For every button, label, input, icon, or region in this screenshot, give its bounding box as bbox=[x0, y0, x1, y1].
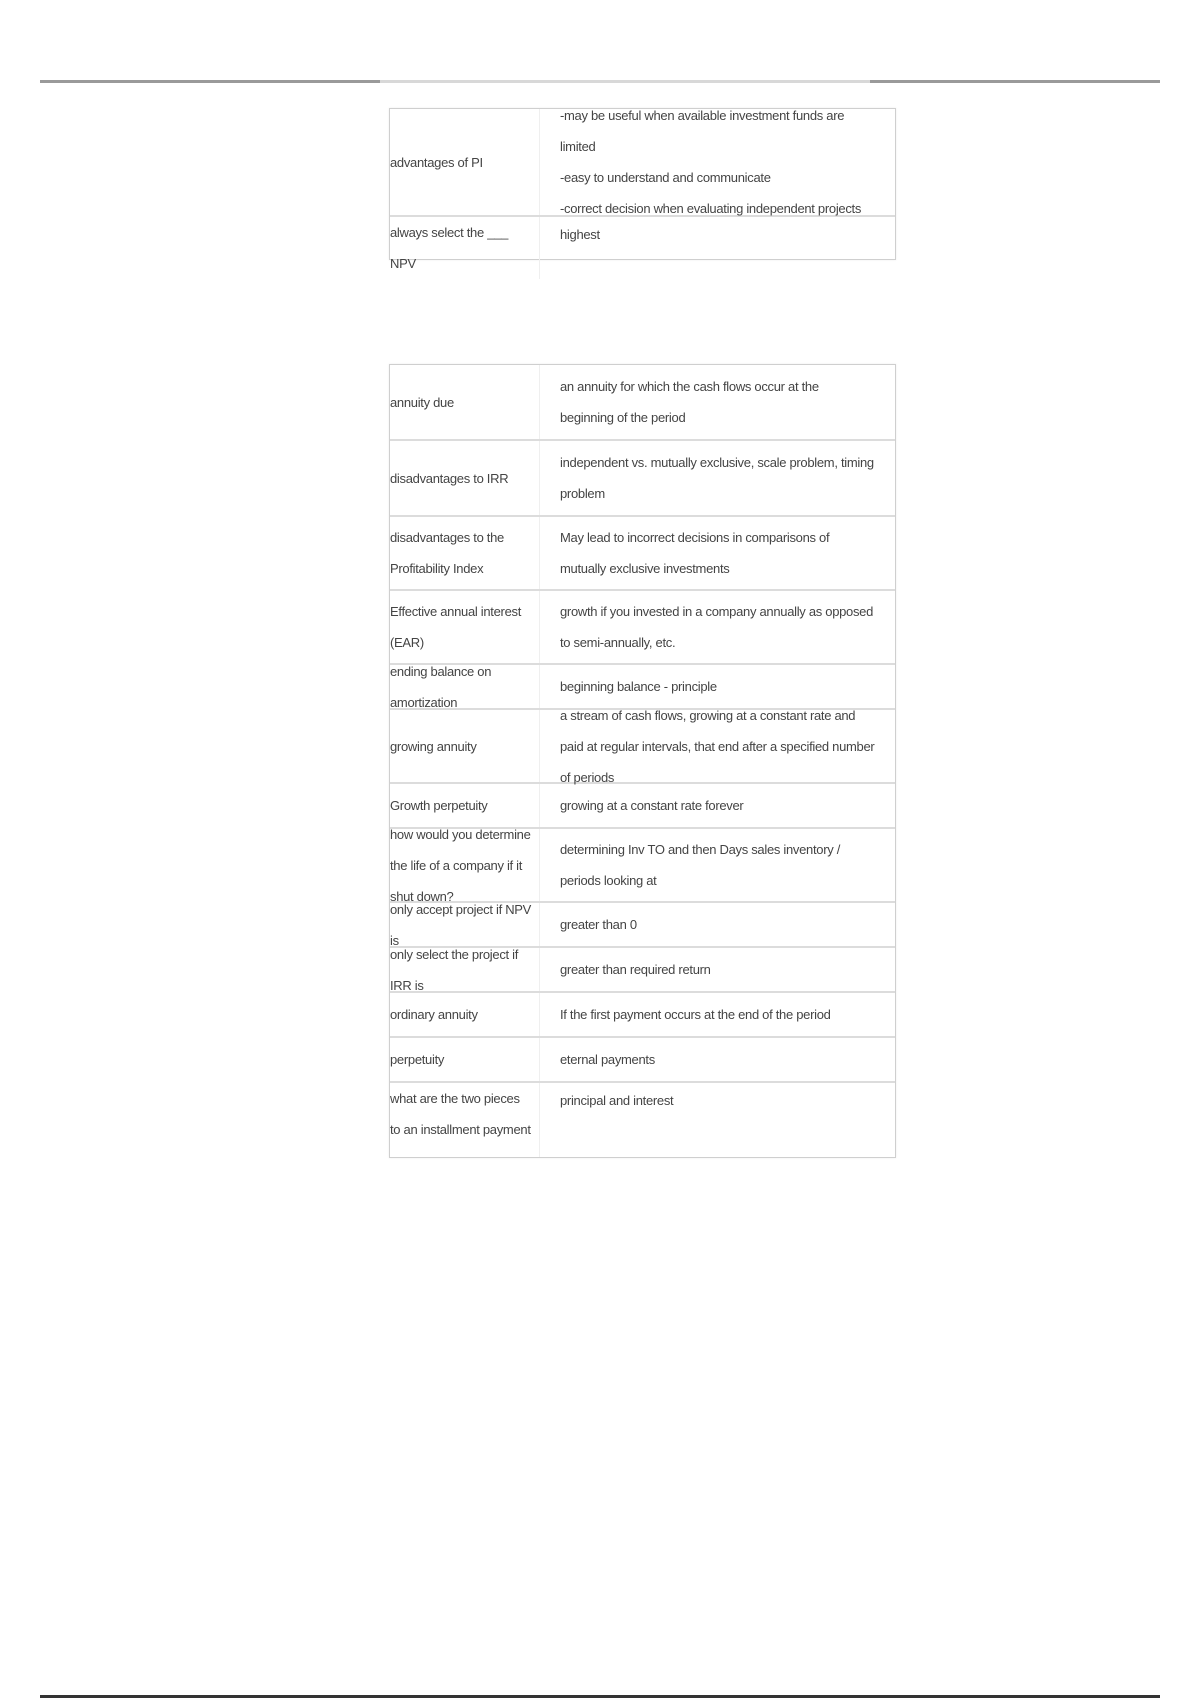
term-cell bbox=[390, 517, 540, 589]
definition-cell bbox=[540, 707, 895, 785]
definition-text: greater than 0 bbox=[560, 917, 637, 932]
definition-text: independent vs. mutually exclusive, scale problem, timing problem bbox=[560, 455, 874, 501]
term-cell bbox=[390, 109, 540, 215]
definition-cell bbox=[540, 1038, 895, 1081]
term-cell bbox=[390, 665, 540, 708]
definition-line: highest bbox=[560, 227, 600, 242]
table-row bbox=[390, 707, 895, 785]
definition-cell bbox=[540, 1083, 895, 1157]
term-cell bbox=[390, 1083, 540, 1157]
definition-cell bbox=[540, 109, 895, 215]
term-text: disadvantages to IRR bbox=[390, 470, 509, 486]
definition-text: eternal payments bbox=[560, 1052, 655, 1067]
definition-text: May lead to incorrect decisions in comparisons of mutually exclusive investments bbox=[560, 530, 830, 576]
term-cell bbox=[390, 826, 540, 904]
term-text: disadvantages to the Profitability Index bbox=[390, 530, 504, 576]
header-rule-middle bbox=[380, 80, 870, 83]
definition-cell bbox=[540, 993, 895, 1036]
term-cell bbox=[390, 217, 540, 279]
term-cell bbox=[390, 365, 540, 439]
term-text: advantages of PI bbox=[390, 154, 483, 170]
header-rule bbox=[40, 80, 1160, 83]
flashcard-table-1 bbox=[389, 108, 896, 271]
table-row bbox=[390, 517, 895, 591]
table-row bbox=[390, 365, 895, 441]
definition-text: beginning balance - principle bbox=[560, 679, 717, 694]
term-cell bbox=[390, 993, 540, 1036]
definition-cell bbox=[540, 948, 895, 991]
definition-text: growth if you invested in a company annually as opposed to semi-annually, etc. bbox=[560, 604, 874, 650]
term-text: always select the ___ NPV bbox=[390, 225, 508, 271]
definition-text: growing at a constant rate forever bbox=[560, 798, 744, 813]
table-row bbox=[390, 109, 895, 217]
definition-text: greater than required return bbox=[560, 962, 711, 977]
term-text: Growth perpetuity bbox=[390, 798, 488, 813]
table-row bbox=[390, 993, 895, 1038]
header-rule-left bbox=[40, 80, 380, 83]
term-text: growing annuity bbox=[390, 738, 477, 754]
term-text: ending balance on amortization bbox=[390, 663, 492, 710]
term-cell bbox=[390, 1038, 540, 1081]
definition-cell bbox=[540, 903, 895, 946]
term-text: only accept project if NPV is bbox=[390, 901, 532, 948]
term-text: annuity due bbox=[390, 394, 454, 410]
term-text: how would you determine the life of a company if it shut down? bbox=[390, 826, 531, 904]
definition-cell bbox=[540, 517, 895, 589]
definition-line: -may be useful when available investment funds are limited bbox=[560, 108, 845, 154]
table-row bbox=[390, 826, 895, 904]
table-row bbox=[390, 217, 895, 271]
definition-text: If the first payment occurs at the end of the period bbox=[560, 1007, 831, 1022]
table-row bbox=[390, 441, 895, 517]
definition-cell bbox=[540, 217, 895, 252]
footer-rule bbox=[40, 1695, 1160, 1698]
definition-line: -easy to understand and communicate bbox=[560, 170, 771, 185]
definition-cell bbox=[540, 591, 895, 663]
term-text: Effective annual interest (EAR) bbox=[390, 604, 522, 650]
term-cell bbox=[390, 948, 540, 991]
definition-text: determining Inv TO and then Days sales inventory / periods looking at bbox=[560, 842, 841, 888]
term-cell bbox=[390, 441, 540, 515]
flashcard-table-2 bbox=[389, 364, 896, 1158]
header-rule-right bbox=[870, 80, 1160, 83]
definition-line: -correct decision when evaluating independent projects bbox=[560, 201, 862, 216]
table-row bbox=[390, 1083, 895, 1157]
term-text: perpetuity bbox=[390, 1052, 445, 1067]
definition-cell bbox=[540, 441, 895, 515]
definition-cell bbox=[540, 784, 895, 827]
term-cell bbox=[390, 591, 540, 663]
table-row bbox=[390, 591, 895, 665]
term-text: ordinary annuity bbox=[390, 1007, 478, 1022]
definition-cell bbox=[540, 365, 895, 439]
definition-cell bbox=[540, 829, 895, 901]
term-text: only select the project if IRR is bbox=[390, 946, 519, 993]
definition-text: an annuity for which the cash flows occur at the beginning of the period bbox=[560, 379, 819, 425]
term-text: what are the two pieces to an installment payment bbox=[390, 1091, 531, 1137]
table-row bbox=[390, 1038, 895, 1083]
term-cell bbox=[390, 710, 540, 782]
table-row bbox=[390, 948, 895, 993]
definition-text: principal and interest bbox=[560, 1093, 674, 1108]
definition-text: a stream of cash flows, growing at a constant rate and paid at regular intervals, that end after a specified number of periods bbox=[560, 707, 875, 785]
